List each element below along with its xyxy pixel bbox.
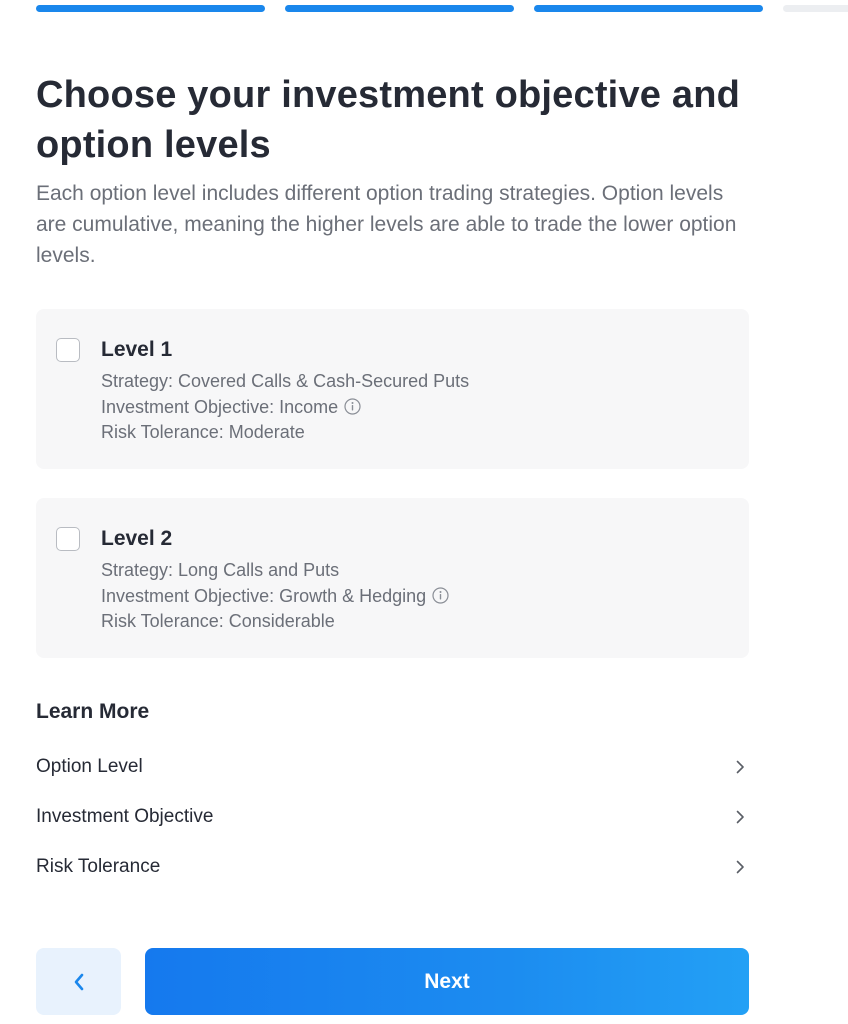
level-1-strategy: Strategy: Covered Calls & Cash-Secured Puts bbox=[101, 371, 470, 391]
option-level-card-2[interactable] bbox=[36, 498, 749, 658]
level-1-checkbox[interactable] bbox=[56, 338, 80, 362]
level-2-checkbox[interactable] bbox=[56, 527, 80, 551]
level-2-risk: Risk Tolerance: Considerable bbox=[101, 611, 335, 631]
option-level-card-1[interactable] bbox=[36, 309, 749, 469]
learn-more-option-level[interactable] bbox=[36, 747, 746, 787]
next-button[interactable]: Next bbox=[145, 948, 749, 1015]
learn-more-label: Investment Objective bbox=[36, 806, 214, 827]
progress-step-4 bbox=[783, 5, 848, 12]
level-1-title: Level 1 bbox=[101, 338, 173, 361]
level-2-title: Level 2 bbox=[101, 527, 173, 550]
level-1-details bbox=[101, 369, 469, 446]
learn-more-title: Learn More bbox=[36, 700, 150, 723]
progress-step-2 bbox=[285, 5, 514, 12]
progress-steps bbox=[36, 5, 848, 12]
level-1-risk: Risk Tolerance: Moderate bbox=[101, 422, 305, 442]
chevron-right-icon bbox=[734, 859, 746, 875]
page-subtitle: Each option level includes different option trading strategies. Option levels are cumulative, meaning the higher levels are able to trade the lower option levels. bbox=[36, 182, 737, 267]
learn-more-label: Risk Tolerance bbox=[36, 856, 161, 877]
chevron-right-icon bbox=[734, 809, 746, 825]
chevron-left-icon bbox=[72, 972, 86, 992]
back-button[interactable] bbox=[36, 948, 121, 1015]
learn-more-investment-objective[interactable] bbox=[36, 797, 746, 837]
level-1-objective-row bbox=[101, 395, 469, 421]
progress-step-1 bbox=[36, 5, 265, 12]
progress-step-3 bbox=[534, 5, 763, 12]
info-icon[interactable] bbox=[432, 587, 449, 604]
learn-more-risk-tolerance[interactable] bbox=[36, 847, 746, 887]
level-2-objective: Investment Objective: Growth & Hedging bbox=[101, 585, 427, 606]
level-2-objective-row bbox=[101, 584, 449, 610]
page-title: Choose your investment objective and option levels bbox=[36, 74, 741, 166]
info-icon[interactable] bbox=[344, 398, 361, 415]
level-1-objective: Investment Objective: Income bbox=[101, 396, 339, 417]
learn-more-label: Option Level bbox=[36, 756, 143, 777]
level-2-details bbox=[101, 558, 449, 635]
chevron-right-icon bbox=[734, 759, 746, 775]
level-2-strategy: Strategy: Long Calls and Puts bbox=[101, 560, 340, 580]
